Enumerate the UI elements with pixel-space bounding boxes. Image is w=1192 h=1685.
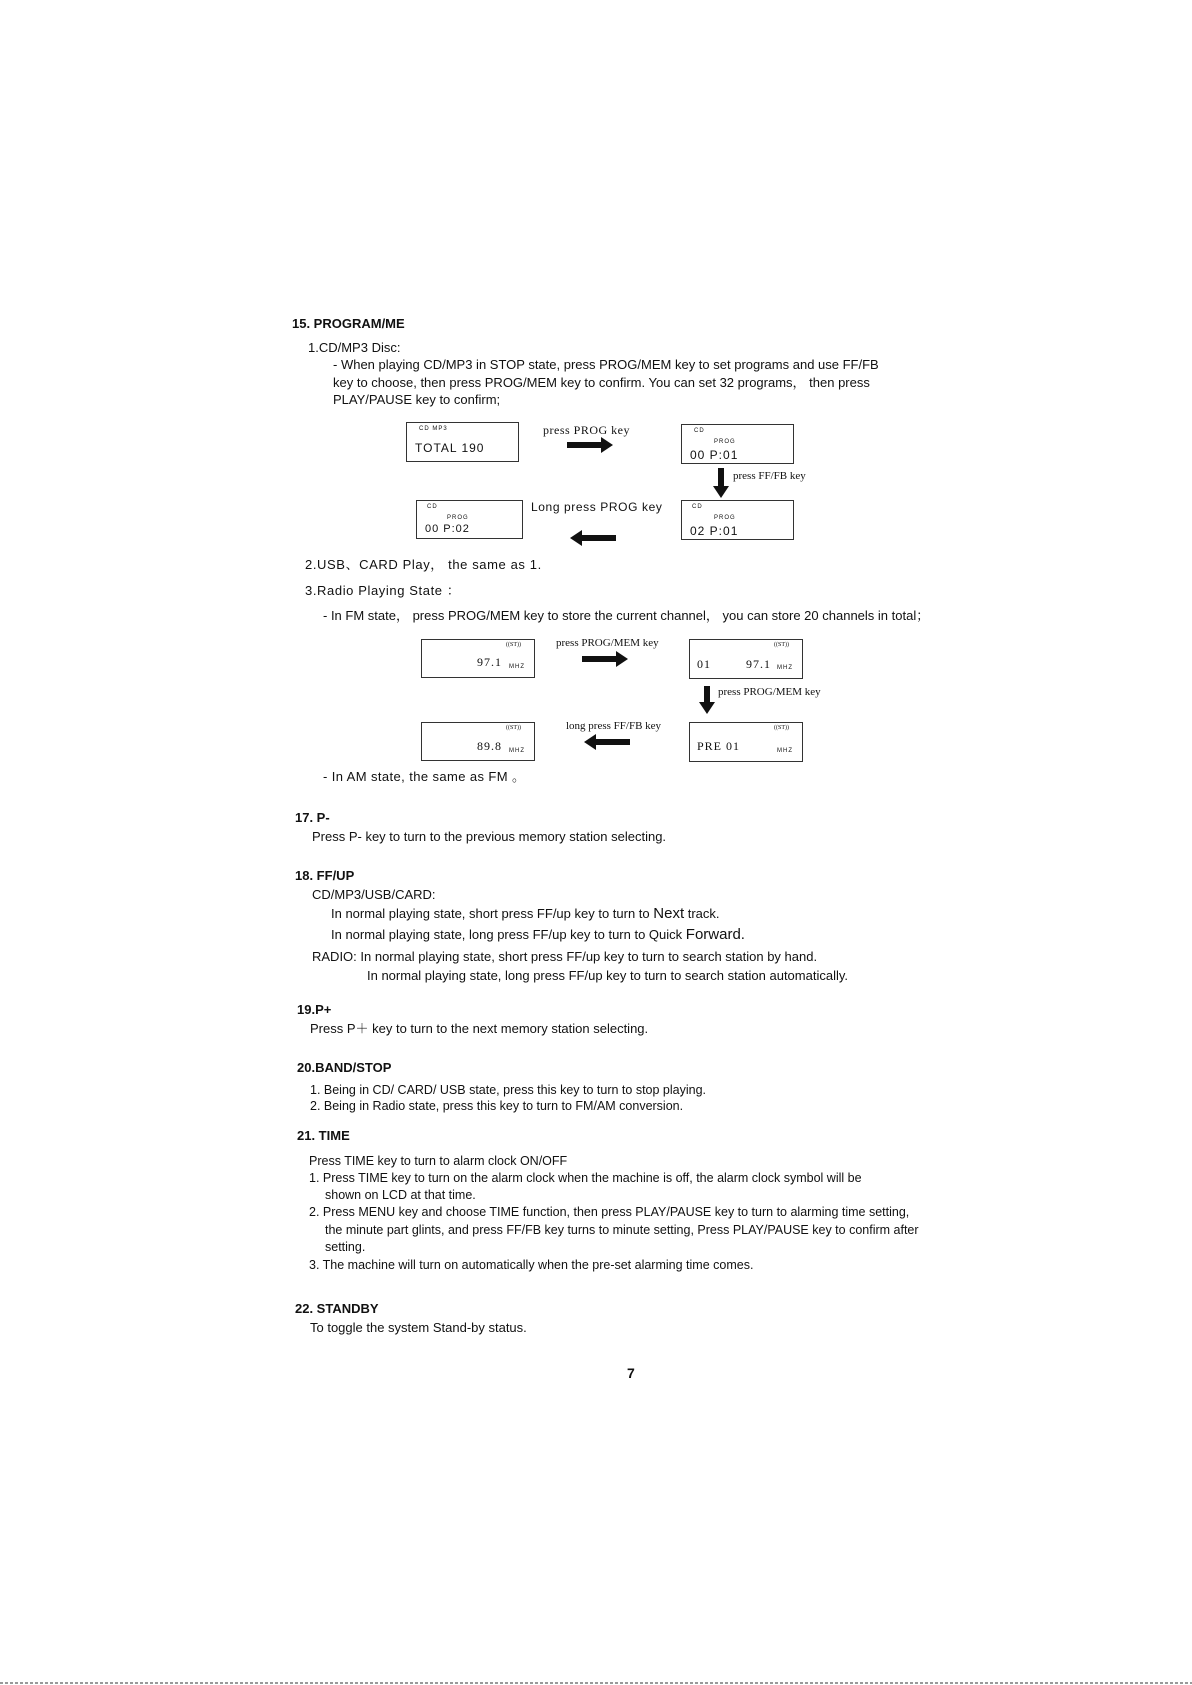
section-18-line <box>331 927 745 942</box>
section-18-line-text: In normal playing state, long press FF/up key to turn to Quick <box>331 927 686 942</box>
lcd-main-text: 00 P:02 <box>425 523 470 535</box>
section-20-item: 1. Being in CD/ CARD/ USB state, press this key to turn to stop playing. <box>310 1083 707 1097</box>
lcd-frequency: 97.1 <box>746 657 771 671</box>
label-press-prog: press PROG key <box>543 423 630 437</box>
mhz-label: MHZ <box>509 664 525 670</box>
label-press-prog-mem: press PROG/MEM key <box>718 686 821 698</box>
lcd-prog-indicator: PROG <box>447 515 469 521</box>
arrow-right-icon <box>582 651 630 667</box>
section-15-am-line: - In AM state, the same as FM 。 <box>323 769 526 784</box>
section-18-line-text: In normal playing state, short press FF/up key to turn to <box>331 906 654 921</box>
lcd-fm-89 <box>421 722 535 761</box>
stereo-indicator: ((ST)) <box>774 725 789 731</box>
section-18-line-text: track. <box>684 906 720 921</box>
section-21-heading: 21. TIME <box>297 1128 350 1143</box>
label-long-press-fffb: long press FF/FB key <box>566 720 662 732</box>
lcd-prog-indicator: PROG <box>714 515 736 521</box>
lcd-indicator: CD MP3 <box>419 426 448 432</box>
section-18-emphasis: Forward. <box>685 926 745 943</box>
mhz-label: MHZ <box>509 748 525 754</box>
lcd-main-text: TOTAL 190 <box>415 441 485 455</box>
lcd-program-03 <box>681 500 794 540</box>
section-15-sub-cd-mp3: 1.CD/MP3 Disc: <box>308 340 401 355</box>
section-15-sub-usb-card: 2.USB、CARD Play， the same as 1. <box>305 557 542 572</box>
section-15-para-line: PLAY/PAUSE key to confirm; <box>333 392 501 407</box>
label-long-press-prog: Long press PROG key <box>531 500 663 514</box>
lcd-fm-97 <box>421 639 535 678</box>
lcd-main-text: 02 P:01 <box>690 524 739 538</box>
section-15-para-line: key to choose, then press PROG/MEM key to confirm. You can set 32 programs， then press <box>333 375 870 390</box>
section-18-line <box>331 906 720 921</box>
section-19-text: Press P＋ key to turn to the next memory station selecting. <box>310 1021 649 1036</box>
lcd-total-display <box>406 422 519 462</box>
section-20-item: 2. Being in Radio state, press this key to turn to FM/AM conversion. <box>310 1099 684 1113</box>
lcd-main-text: 00 P:01 <box>690 448 739 462</box>
section-21-line: shown on LCD at that time. <box>325 1188 476 1202</box>
arrow-down-icon <box>699 686 715 714</box>
label-press-fffb: press FF/FB key <box>733 470 806 482</box>
section-22-heading: 22. STANDBY <box>295 1301 379 1316</box>
section-18-sub: CD/MP3/USB/CARD: <box>312 887 436 902</box>
lcd-prog-indicator: PROG <box>714 439 736 445</box>
mhz-label: MHZ <box>777 665 793 671</box>
section-15-para-line: - When playing CD/MP3 in STOP state, press PROG/MEM key to set programs and use FF/FB <box>333 357 879 372</box>
lcd-frequency: 97.1 <box>477 655 502 669</box>
section-15-fm-line: - In FM state， press PROG/MEM key to store the current channel， you can store 20 channels in total； <box>323 608 930 623</box>
lcd-fm-pre-01 <box>689 722 803 762</box>
arrow-right-icon <box>567 437 615 453</box>
section-22-text: To toggle the system Stand-by status. <box>310 1320 527 1335</box>
section-17-heading: 17. P- <box>295 810 330 825</box>
lcd-indicator: CD <box>692 504 703 510</box>
section-18-radio-line: In normal playing state, long press FF/up key to turn to search station automatically. <box>367 968 848 983</box>
lcd-preset-text: PRE 01 <box>697 739 741 753</box>
section-19-heading: 19.P+ <box>297 1002 332 1017</box>
section-18-heading: 18. FF/UP <box>295 868 355 883</box>
section-21-line: 3. The machine will turn on automatically when the pre-set alarming time comes. <box>309 1258 754 1272</box>
label-press-prog-mem: press PROG/MEM key <box>556 637 659 649</box>
stereo-indicator: ((ST)) <box>506 725 521 731</box>
section-15-heading: 15. PROGRAM/ME <box>292 316 405 331</box>
section-21-line: 1. Press TIME key to turn on the alarm clock when the machine is off, the alarm clock symbol will be <box>309 1171 862 1185</box>
lcd-program-01 <box>681 424 794 464</box>
lcd-program-02 <box>416 500 523 539</box>
arrow-left-icon <box>584 734 632 750</box>
lcd-frequency: 89.8 <box>477 739 502 753</box>
section-20-heading: 20.BAND/STOP <box>297 1060 392 1075</box>
arrow-left-icon <box>570 530 618 546</box>
mhz-label: MHZ <box>777 748 793 754</box>
stereo-indicator: ((ST)) <box>774 642 789 648</box>
lcd-fm-preset-01 <box>689 639 803 679</box>
section-18-emphasis: Next <box>653 905 685 922</box>
section-15-sub-radio: 3.Radio Playing State ： <box>305 583 461 598</box>
section-17-text: Press P- key to turn to the previous memory station selecting. <box>312 829 667 844</box>
lcd-indicator: CD <box>427 504 438 510</box>
section-21-intro: Press TIME key to turn to alarm clock ON/OFF <box>309 1154 568 1168</box>
section-21-line: 2. Press MENU key and choose TIME function, then press PLAY/PAUSE key to turn to alarming time setting, <box>309 1205 910 1219</box>
lcd-indicator: CD <box>694 428 705 434</box>
section-21-line: the minute part glints, and press FF/FB key turns to minute setting, Press PLAY/PAUSE key to confirm after <box>325 1223 919 1237</box>
lcd-preset-number: 01 <box>697 657 711 671</box>
stereo-indicator: ((ST)) <box>506 642 521 648</box>
page-bottom-border <box>0 1682 1192 1684</box>
arrow-down-icon <box>713 468 729 498</box>
section-21-line: setting. <box>325 1240 366 1254</box>
page-number: 7 <box>627 1365 635 1381</box>
section-18-radio-line: RADIO: In normal playing state, short press FF/up key to turn to search station by hand. <box>312 949 818 964</box>
